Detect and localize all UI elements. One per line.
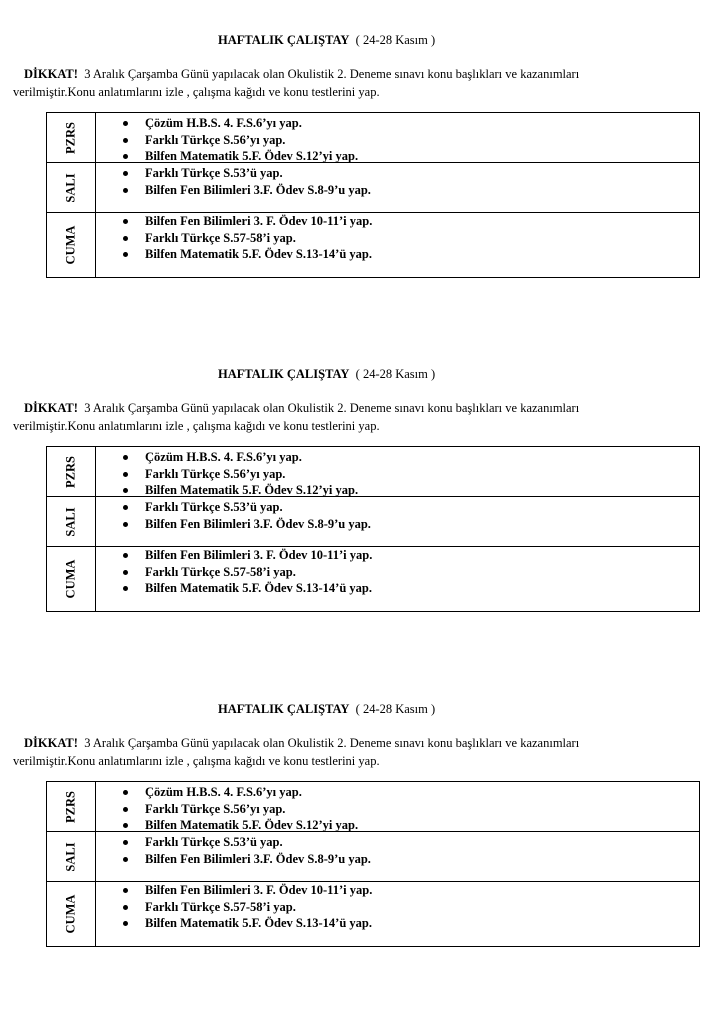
warning-line-2: verilmiştir.Konu anlatımlarını izle , çalışma kağıdı ve konu testlerini yap. (13, 419, 380, 433)
task-item: Bilfen Matematik 5.F. Ödev S.13-14’ü yap. (121, 915, 372, 932)
day-label: PZRS (63, 790, 78, 823)
task-item: Bilfen Fen Bilimleri 3. F. Ödev 10-11’i yap. (121, 882, 372, 899)
schedule-table (46, 446, 700, 612)
task-list (121, 213, 372, 263)
task-item: Farklı Türkçe S.56’yı yap. (121, 132, 358, 149)
schedule-row-pzrs (47, 447, 699, 497)
task-list (121, 115, 358, 165)
worksheet-title: HAFTALIK ÇALIŞTAY ( 24-28 Kasım ) (218, 367, 436, 381)
schedule-row-cuma (47, 547, 699, 611)
task-item: Bilfen Matematik 5.F. Ödev S.12’yi yap. (121, 817, 358, 834)
day-label-cell (47, 113, 96, 162)
task-list (121, 499, 371, 532)
task-item: Çözüm H.B.S. 4. F.S.6’yı yap. (121, 784, 358, 801)
day-label: PZRS (63, 455, 78, 488)
task-item: Farklı Türkçe S.53’ü yap. (121, 834, 371, 851)
schedule-row-sali (47, 163, 699, 213)
task-item: Çözüm H.B.S. 4. F.S.6’yı yap. (121, 449, 358, 466)
day-label-cell (47, 832, 96, 881)
day-label-cell (47, 447, 96, 496)
worksheet-title: HAFTALIK ÇALIŞTAY ( 24-28 Kasım ) (218, 702, 436, 716)
task-list (121, 547, 372, 597)
schedule-row-cuma (47, 882, 699, 946)
day-label: SALI (63, 172, 78, 203)
warning-line-1: DİKKAT! 3 Aralık Çarşamba Günü yapılacak olan Okulistik 2. Deneme sınavı konu başlıkları ve kazanımları (24, 67, 580, 81)
day-label-cell (47, 213, 96, 277)
task-item: Bilfen Fen Bilimleri 3.F. Ödev S.8-9’u yap. (121, 851, 371, 868)
task-item: Farklı Türkçe S.53’ü yap. (121, 499, 371, 516)
task-item: Farklı Türkçe S.56’yı yap. (121, 466, 358, 483)
warning-line-2: verilmiştir.Konu anlatımlarını izle , çalışma kağıdı ve konu testlerini yap. (13, 85, 380, 99)
task-item: Çözüm H.B.S. 4. F.S.6’yı yap. (121, 115, 358, 132)
day-label: SALI (63, 841, 78, 872)
task-list (121, 165, 371, 198)
task-list (121, 834, 371, 867)
schedule-row-pzrs (47, 782, 699, 832)
day-label-cell (47, 163, 96, 212)
warning-line-1: DİKKAT! 3 Aralık Çarşamba Günü yapılacak olan Okulistik 2. Deneme sınavı konu başlıkları ve kazanımları (24, 736, 580, 750)
day-label: CUMA (63, 894, 78, 934)
task-list (121, 449, 358, 499)
day-label-cell (47, 882, 96, 946)
task-item: Bilfen Matematik 5.F. Ödev S.13-14’ü yap. (121, 246, 372, 263)
schedule-row-cuma (47, 213, 699, 277)
task-item: Bilfen Fen Bilimleri 3.F. Ödev S.8-9’u yap. (121, 516, 371, 533)
day-label-cell (47, 547, 96, 611)
schedule-table (46, 112, 700, 278)
task-item: Farklı Türkçe S.57-58’i yap. (121, 230, 372, 247)
task-item: Bilfen Matematik 5.F. Ödev S.12’yi yap. (121, 482, 358, 499)
worksheet-title: HAFTALIK ÇALIŞTAY ( 24-28 Kasım ) (218, 33, 436, 47)
task-item: Bilfen Fen Bilimleri 3.F. Ödev S.8-9’u yap. (121, 182, 371, 199)
task-list (121, 882, 372, 932)
schedule-row-pzrs (47, 113, 699, 163)
task-item: Farklı Türkçe S.56’yı yap. (121, 801, 358, 818)
schedule-table (46, 781, 700, 947)
warning-line-2: verilmiştir.Konu anlatımlarını izle , çalışma kağıdı ve konu testlerini yap. (13, 754, 380, 768)
task-item: Farklı Türkçe S.57-58’i yap. (121, 564, 372, 581)
task-item: Farklı Türkçe S.53’ü yap. (121, 165, 371, 182)
task-item: Farklı Türkçe S.57-58’i yap. (121, 899, 372, 916)
task-item: Bilfen Fen Bilimleri 3. F. Ödev 10-11’i yap. (121, 213, 372, 230)
task-item: Bilfen Matematik 5.F. Ödev S.13-14’ü yap. (121, 580, 372, 597)
task-item: Bilfen Matematik 5.F. Ödev S.12’yi yap. (121, 148, 358, 165)
warning-line-1: DİKKAT! 3 Aralık Çarşamba Günü yapılacak olan Okulistik 2. Deneme sınavı konu başlıkları ve kazanımları (24, 401, 580, 415)
day-label-cell (47, 782, 96, 831)
day-label-cell (47, 497, 96, 546)
schedule-row-sali (47, 832, 699, 882)
day-label: SALI (63, 506, 78, 537)
day-label: PZRS (63, 121, 78, 154)
day-label: CUMA (63, 225, 78, 265)
task-item: Bilfen Fen Bilimleri 3. F. Ödev 10-11’i yap. (121, 547, 372, 564)
schedule-row-sali (47, 497, 699, 547)
day-label: CUMA (63, 559, 78, 599)
task-list (121, 784, 358, 834)
